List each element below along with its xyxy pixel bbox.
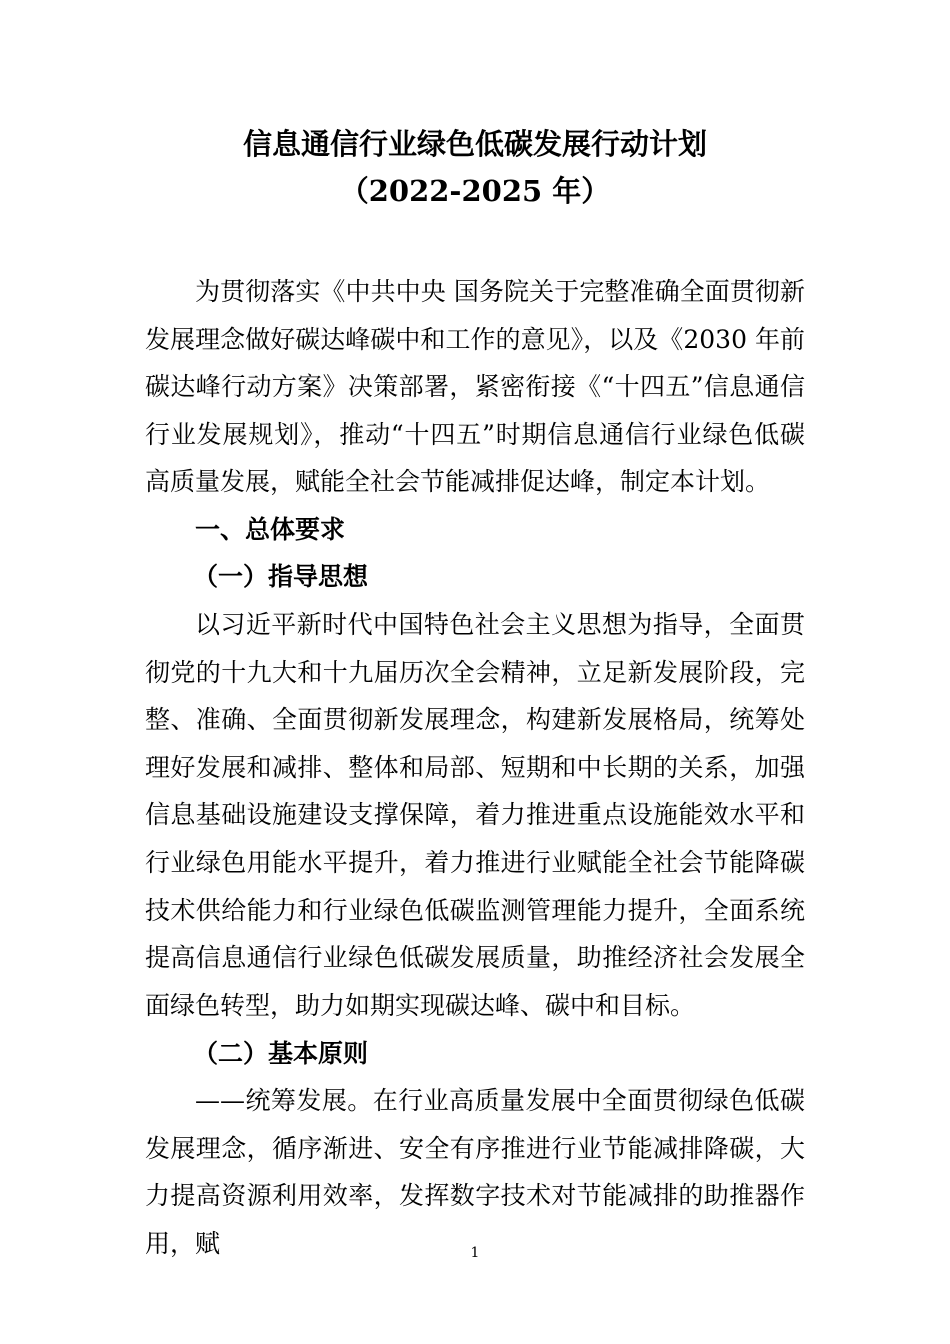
intro-paragraph-block [145, 268, 805, 508]
subsection-heading-basic-principles: （二）基本原则 [193, 1039, 369, 1068]
guiding-paragraph: 以习近平新时代中国特色社会主义思想为指导，全面贯彻党的十九大和十九届历次全会精神，立足新发展阶段，完整、准确、全面贯彻新发展理念，构建新发展格局，统筹处理好发展和减排、整体和局部、短期和中长期的关系，加强信息基础设施建设支撑保障，着力推进重点设施能效水平和行业绿色用能水平提升，着力推进行业赋能全社会节能降碳技术供给能力和行业绿色低碳监测管理能力提升，全面系统提高信息通信行业绿色低碳发展质量，助推经济社会发展全面绿色转型，助力如期实现碳达峰、碳中和目标。 [145, 610, 805, 1020]
document-subtitle: （2022-2025 年） [339, 174, 611, 208]
principle-paragraph-block [145, 1077, 805, 1258]
principle-paragraph: ——统筹发展。在行业高质量发展中全面贯彻绿色低碳发展理念，循序渐进、安全有序推进行业节能减排降碳，大力提高资源利用效率，发挥数字技术对节能减排的助推器作用，赋 [145, 1086, 805, 1258]
intro-paragraph: 为贯彻落实《中共中央 国务院关于完整准确全面贯彻新发展理念做好碳达峰碳中和工作的意见》，以及《2030 年前碳达峰行动方案》决策部署，紧密衔接《“十四五”信息通信行业发展规划》，推动“十四五”时期信息通信行业绿色低碳高质量发展，赋能全社会节能减排促达峰，制定本计划。 [145, 277, 805, 497]
page-number: 1 [470, 1245, 480, 1261]
section-heading-general-requirements: 一、总体要求 [195, 515, 346, 544]
document-title: 信息通信行业绿色低碳发展行动计划 [242, 127, 707, 161]
subsection-heading-guiding-ideology: （一）指导思想 [193, 562, 369, 591]
guiding-paragraph-block [145, 601, 805, 1031]
